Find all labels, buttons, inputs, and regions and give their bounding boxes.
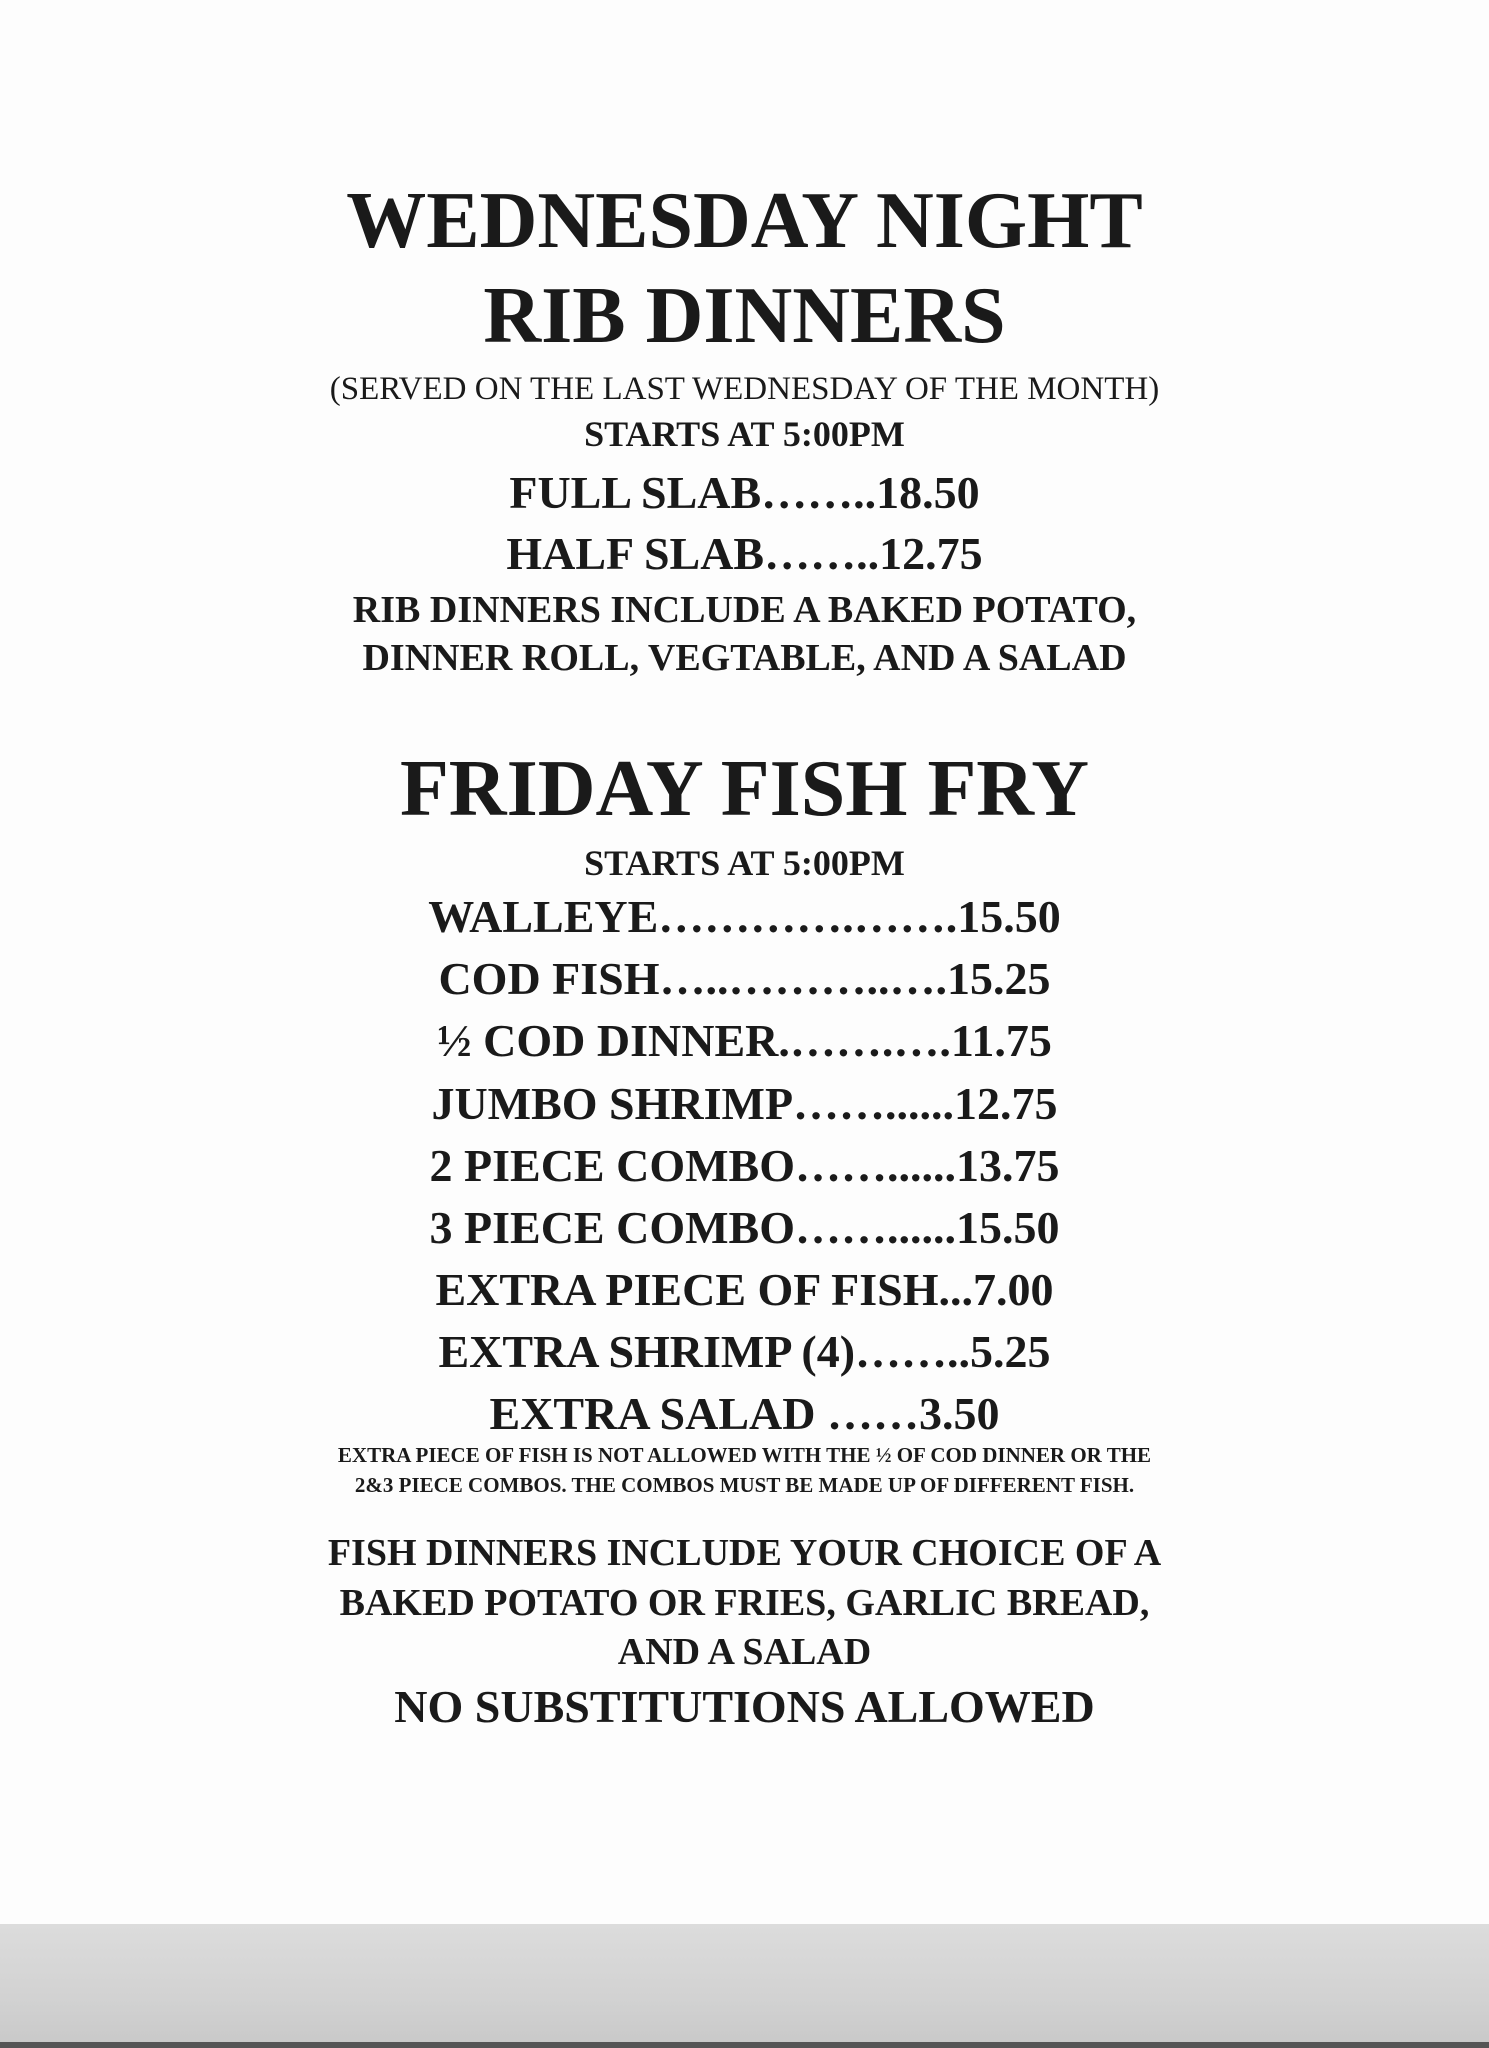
fish-item-extra-shrimp: EXTRA SHRIMP (4)……..5.25 [438,1326,1051,1377]
fish-include-line2: BAKED POTATO OR FRIES, GARLIC BREAD, [339,1582,1150,1624]
fish-item-2-piece-combo: 2 PIECE COMBO……......13.75 [429,1140,1060,1191]
scanner-bed-edge [0,1924,1489,2048]
fish-item-extra-fish: EXTRA PIECE OF FISH...7.00 [435,1264,1054,1315]
rib-title-line2: RIB DINNERS [483,272,1006,360]
fish-include-line3: AND A SALAD [617,1631,872,1673]
rib-title-line1: WEDNESDAY NIGHT [346,177,1143,265]
fish-item-walleye: WALLEYE………….…….15.50 [428,891,1061,942]
fish-item-3-piece-combo: 3 PIECE COMBO……......15.50 [429,1202,1060,1253]
fish-item-half-cod: ½ COD DINNER.…….….11.75 [437,1015,1052,1066]
scanner-bed-shadow [0,2042,1489,2048]
fish-note-line2: 2&3 PIECE COMBOS. THE COMBOS MUST BE MADE UP OF DIFFERENT FISH. [354,1473,1135,1497]
rib-start-time: STARTS AT 5:00PM [584,414,905,454]
fish-item-jumbo-shrimp: JUMBO SHRIMP……......12.75 [431,1078,1058,1129]
rib-item-half-slab: HALF SLAB……..12.75 [506,528,983,579]
rib-served-note: (SERVED ON THE LAST WEDNESDAY OF THE MONTH) [329,371,1160,407]
fish-item-extra-salad: EXTRA SALAD ……3.50 [489,1388,1000,1439]
rib-include-line2: DINNER ROLL, VEGTABLE, AND A SALAD [362,637,1127,679]
fish-start-time: STARTS AT 5:00PM [584,843,905,883]
rib-include-line1: RIB DINNERS INCLUDE A BAKED POTATO, [352,589,1137,631]
fish-title: FRIDAY FISH FRY [399,745,1090,833]
fish-note-line1: EXTRA PIECE OF FISH IS NOT ALLOWED WITH THE ½ OF COD DINNER OR THE [337,1443,1152,1467]
fish-include-line1: FISH DINNERS INCLUDE YOUR CHOICE OF A [327,1532,1162,1574]
rib-item-full-slab: FULL SLAB……..18.50 [509,467,980,518]
fish-item-cod: COD FISH…..………..….15.25 [438,953,1051,1004]
no-substitutions-notice: NO SUBSTITUTIONS ALLOWED [394,1681,1095,1732]
